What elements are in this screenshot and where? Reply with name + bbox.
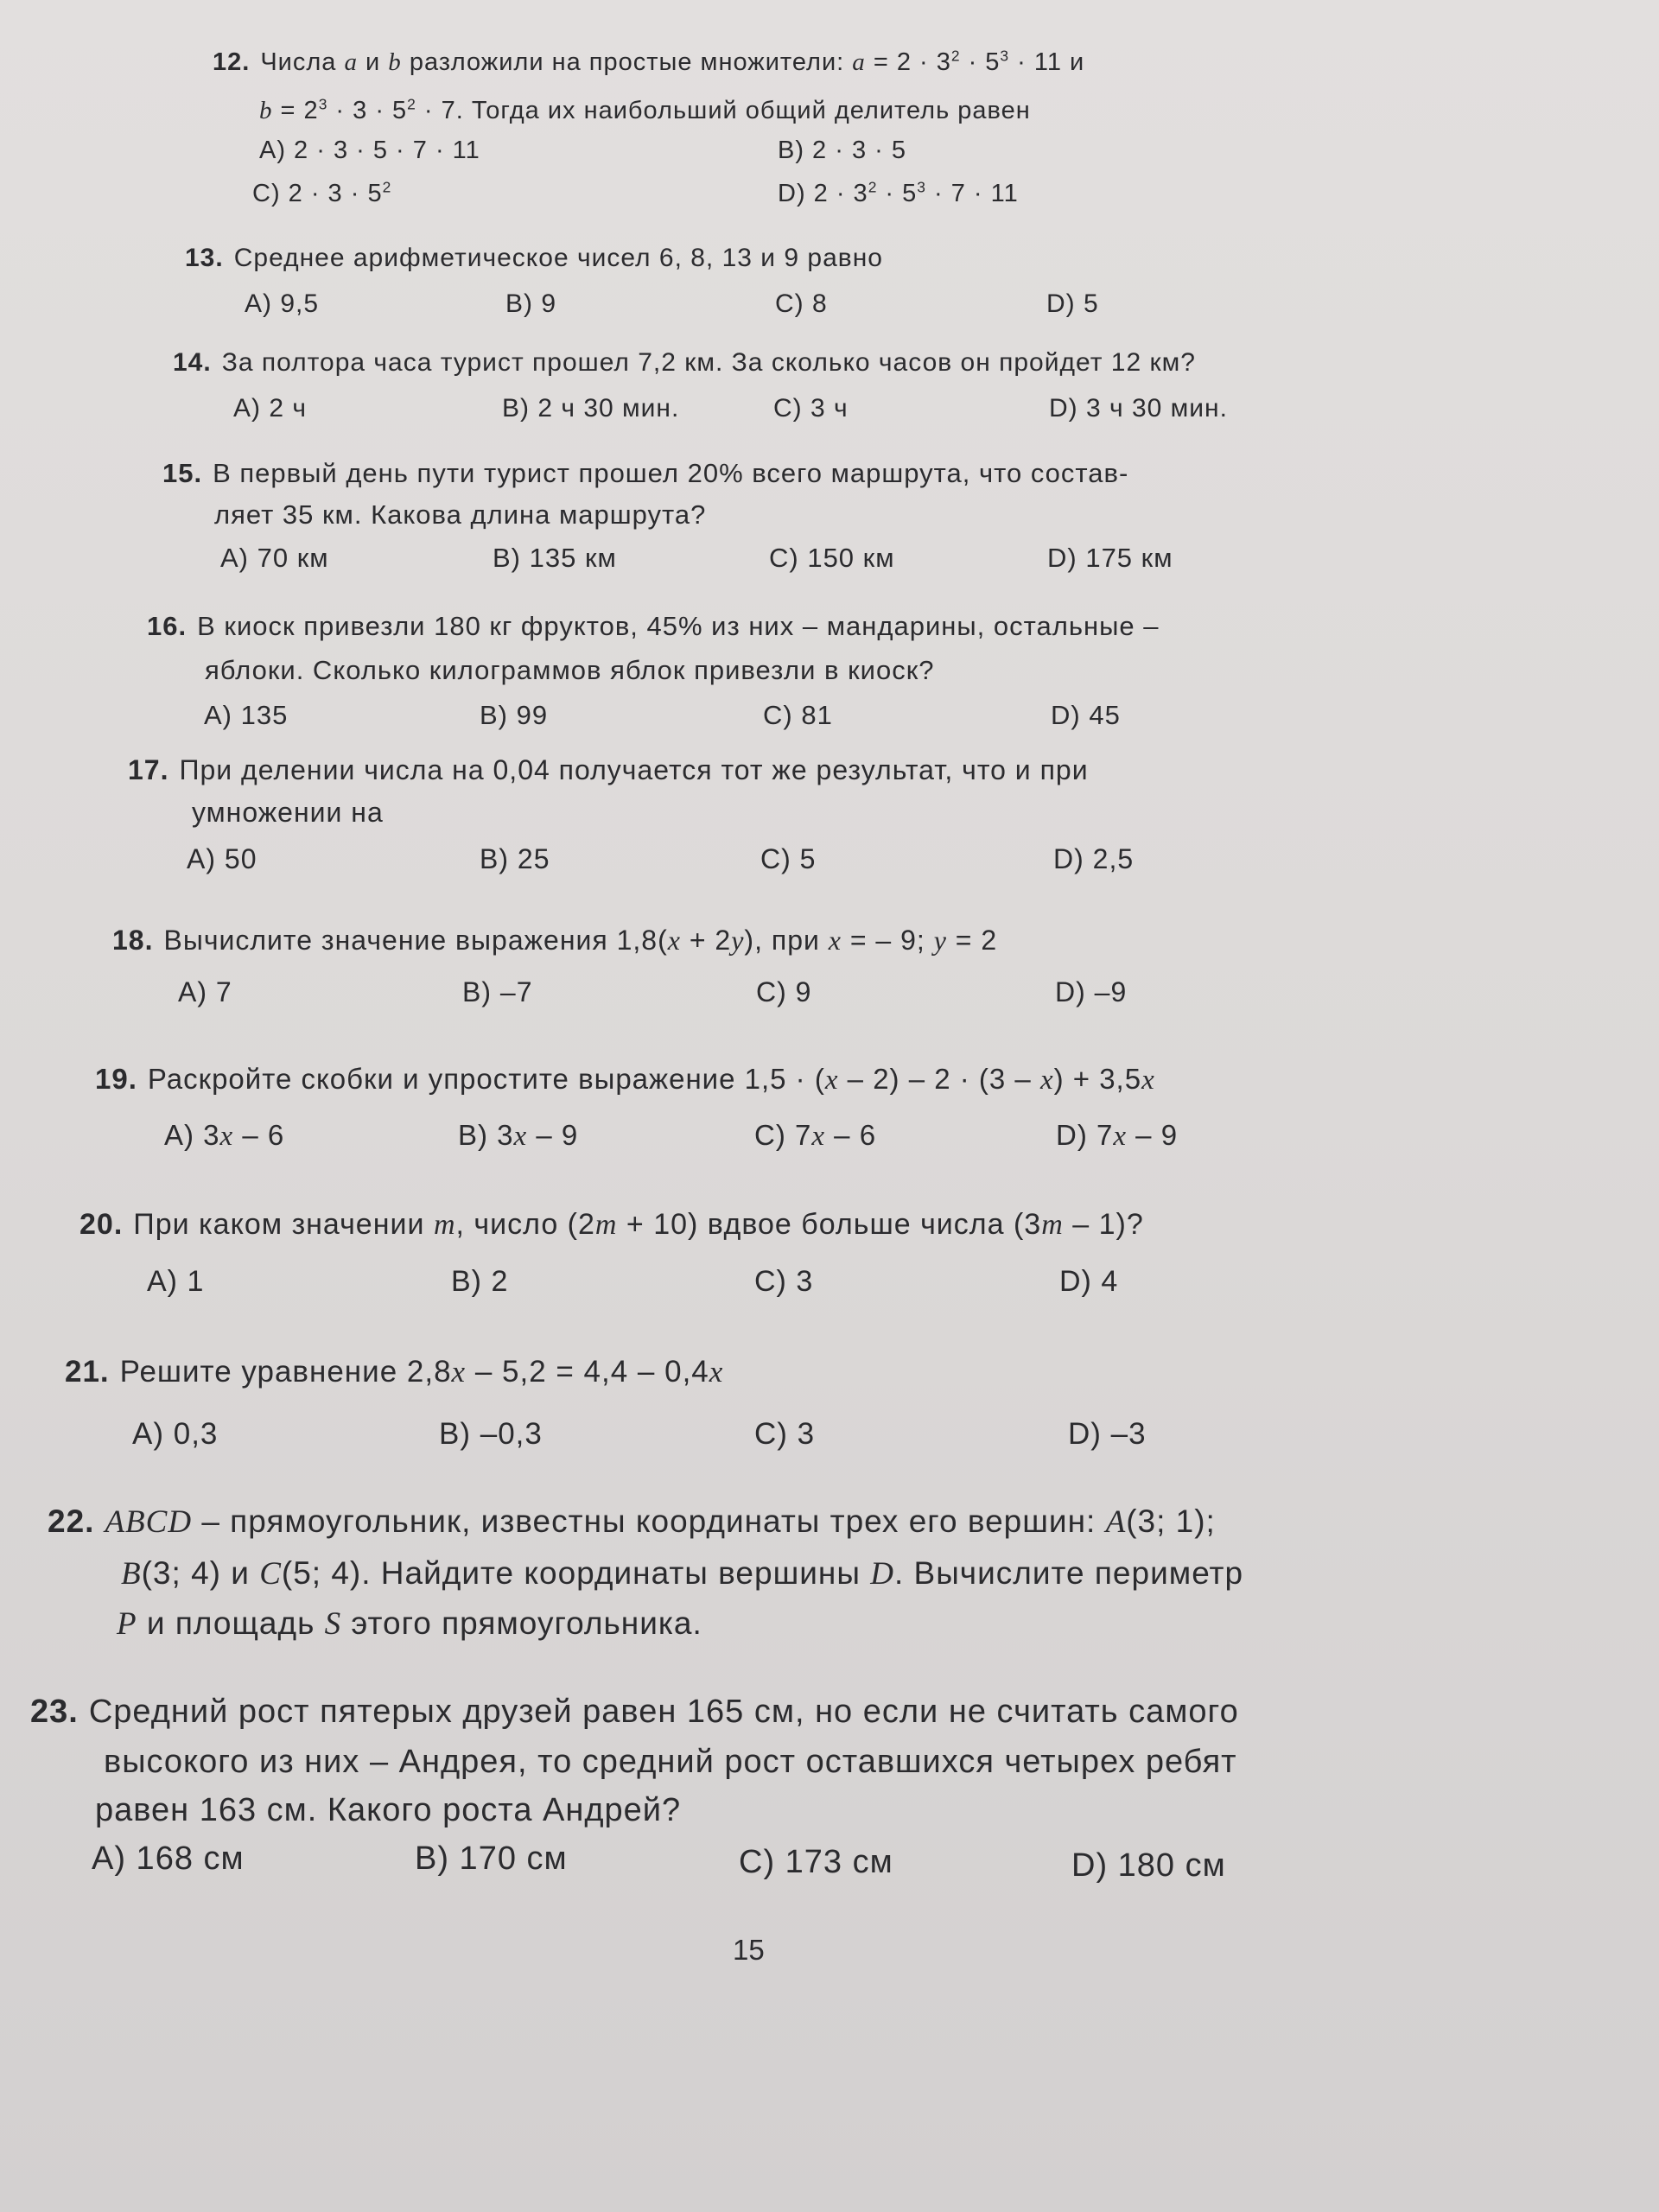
- math-variable: x: [828, 925, 842, 956]
- math-variable: x: [1113, 1121, 1127, 1152]
- answer-option: B) 135 км: [493, 543, 617, 573]
- question-number: 21.: [65, 1355, 110, 1389]
- exponent: 2: [950, 47, 961, 65]
- question-number: 17.: [128, 754, 169, 785]
- answer-option: D) 5: [1046, 289, 1099, 318]
- math-variable: x: [824, 1065, 839, 1096]
- question-number: 20.: [79, 1208, 124, 1241]
- question-text-line: 19. Раскройте скобки и упростите выражение 1,5 · (x – 2) – 2 · (3 – x) + 3,5x: [95, 1063, 1155, 1096]
- question-text-line: P и площадь S этого прямоугольника.: [117, 1605, 702, 1642]
- math-variable: y: [731, 925, 745, 956]
- math-variable: x: [513, 1121, 528, 1152]
- answer-option: A) 9,5: [245, 289, 320, 318]
- math-variable: B: [121, 1556, 142, 1592]
- question-text-line: яблоки. Сколько килограммов яблок привезли в киоск?: [205, 655, 935, 685]
- math-variable: P: [117, 1606, 137, 1642]
- answer-option: C) 9: [756, 976, 812, 1007]
- answer-option: B) 170 см: [415, 1840, 568, 1877]
- math-variable: a: [344, 48, 358, 76]
- exponent: 2: [382, 178, 392, 196]
- question-text-line: 15. В первый день пути турист прошел 20% всего маршрута, что состав-: [162, 458, 1129, 488]
- math-variable: m: [1041, 1209, 1064, 1241]
- math-variable: ABCD: [105, 1504, 193, 1540]
- answer-option: D) –3: [1068, 1417, 1147, 1451]
- math-variable: x: [1141, 1065, 1155, 1096]
- answer-option: C) 5: [760, 843, 817, 874]
- math-variable: D: [870, 1556, 894, 1592]
- answer-option: C) $2 \cdot 3 \cdot 5^2$: [252, 178, 392, 207]
- answer-option: C) 3: [754, 1417, 816, 1451]
- answer-option: D) 2,5: [1053, 843, 1135, 874]
- question-text-line: 20. При каком значении m, число (2m + 10) вдвое больше числа (3m – 1)?: [79, 1208, 1144, 1241]
- question-number: 15.: [162, 458, 203, 488]
- math-variable: C: [259, 1556, 282, 1592]
- exponent: 2: [868, 178, 878, 196]
- answer-option: A) 135: [204, 700, 289, 730]
- question-text-line: умножении на: [192, 797, 384, 828]
- question-number: 22.: [48, 1503, 95, 1539]
- math-variable: b: [259, 97, 273, 124]
- question-text-line: 23. Средний рост пятерых друзей равен 165 см, но если не считать самого: [30, 1694, 1239, 1730]
- answer-option: B) 25: [480, 843, 550, 874]
- question-text-line: $b = 2^3 \cdot 3 \cdot 5^2 \cdot 7$. Тогда их наибольший общий делитель равен: [259, 95, 1031, 124]
- answer-option: A) 3x – 6: [164, 1119, 285, 1152]
- answer-option: C) 3: [754, 1265, 814, 1298]
- answer-option: B) –7: [462, 976, 533, 1007]
- exponent: 3: [318, 95, 328, 113]
- answer-option: C) 3 ч: [773, 394, 849, 423]
- answer-option: C) 81: [763, 700, 833, 730]
- answer-option: C) 8: [775, 289, 828, 318]
- question-text-line: B(3; 4) и C(5; 4). Найдите координаты вершины D. Вычислите периметр: [121, 1555, 1244, 1592]
- exponent: 3: [1000, 47, 1010, 65]
- answer-option: A) 168 см: [92, 1840, 245, 1877]
- page-number: 15: [733, 1934, 765, 1966]
- question-number: 19.: [95, 1063, 137, 1095]
- answer-option: A) 7: [178, 976, 232, 1007]
- math-variable: x: [1039, 1065, 1054, 1096]
- answer-option: D) 175 км: [1047, 543, 1173, 573]
- answer-option: D) 180 см: [1071, 1847, 1226, 1884]
- question-text-line: 12. Числа a и b разложили на простые множители: $a = 2 \cdot 3^2 \cdot 5^3 \cdot 11$ и: [213, 47, 1085, 76]
- answer-option: B) 3x – 9: [458, 1119, 579, 1152]
- answer-option: D) 4: [1059, 1265, 1119, 1298]
- answer-option: B) 9: [505, 289, 557, 318]
- math-variable: m: [433, 1209, 456, 1241]
- question-text-line: 16. В киоск привезли 180 кг фруктов, 45% из них – мандарины, остальные –: [147, 611, 1160, 641]
- answer-option: A) 0,3: [132, 1417, 219, 1451]
- answer-option: A) 70 км: [220, 543, 329, 573]
- question-text-line: 14. За полтора часа турист прошел 7,2 км. За сколько часов он пройдет 12 км?: [173, 348, 1196, 377]
- exponent: 3: [917, 178, 926, 196]
- answer-option: D) 7x – 9: [1056, 1119, 1179, 1152]
- math-variable: y: [933, 925, 947, 956]
- question-number: 16.: [147, 611, 188, 641]
- answer-option: A) 2 · 3 · 5 · 7 · 11: [259, 137, 480, 164]
- answer-option: C) 173 см: [739, 1844, 893, 1880]
- question-text-line: 18. Вычислите значение выражения 1,8(x + 2y), при x = – 9; y = 2: [112, 925, 998, 956]
- answer-option: B) 2 · 3 · 5: [778, 137, 906, 164]
- math-variable: m: [594, 1209, 618, 1241]
- math-variable: x: [709, 1355, 724, 1389]
- question-text-line: равен 163 см. Какого роста Андрей?: [95, 1792, 682, 1828]
- exponent: 2: [407, 95, 416, 113]
- answer-option: B) 2 ч 30 мин.: [502, 394, 680, 423]
- math-variable: A: [1105, 1504, 1127, 1540]
- question-number: 12.: [213, 48, 251, 76]
- answer-option: C) 7x – 6: [754, 1119, 877, 1152]
- answer-option: B) 99: [480, 700, 549, 730]
- math-variable: S: [324, 1606, 342, 1642]
- answer-option: A) 50: [187, 843, 257, 874]
- question-number: 18.: [112, 925, 154, 956]
- question-text-line: 17. При делении числа на 0,04 получается тот же результат, что и при: [128, 754, 1089, 785]
- math-variable: a: [852, 48, 866, 76]
- answer-option: D) 3 ч 30 мин.: [1049, 394, 1228, 423]
- math-variable: x: [219, 1121, 234, 1152]
- question-number: 13.: [185, 244, 224, 272]
- math-variable: x: [667, 925, 681, 956]
- question-number: 23.: [30, 1694, 79, 1730]
- question-number: 14.: [173, 348, 212, 377]
- answer-option: D) –9: [1055, 976, 1128, 1007]
- answer-option: C) 150 км: [769, 543, 895, 573]
- answer-option: D) $2 \cdot 3^2 \cdot 5^3 \cdot 7 \cdot 11$: [778, 178, 1019, 207]
- question-text-line: ляет 35 км. Какова длина маршрута?: [214, 499, 707, 530]
- math-variable: x: [811, 1121, 825, 1152]
- answer-option: B) –0,3: [439, 1417, 543, 1451]
- answer-option: A) 1: [147, 1265, 205, 1298]
- question-text-line: 21. Решите уравнение 2,8x – 5,2 = 4,4 – 0,4x: [65, 1355, 724, 1389]
- answer-option: D) 45: [1051, 700, 1121, 730]
- answer-option: A) 2 ч: [233, 394, 307, 423]
- question-text-line: 22. ABCD – прямоугольник, известны координаты трех его вершин: A(3; 1);: [48, 1503, 1216, 1540]
- math-variable: x: [451, 1355, 467, 1389]
- answer-option: B) 2: [451, 1265, 509, 1298]
- question-text-line: 13. Среднее арифметическое чисел 6, 8, 13 и 9 равно: [185, 244, 883, 272]
- question-text-line: высокого из них – Андрея, то средний рост оставшихся четырех ребят: [104, 1744, 1237, 1780]
- math-variable: b: [388, 48, 402, 76]
